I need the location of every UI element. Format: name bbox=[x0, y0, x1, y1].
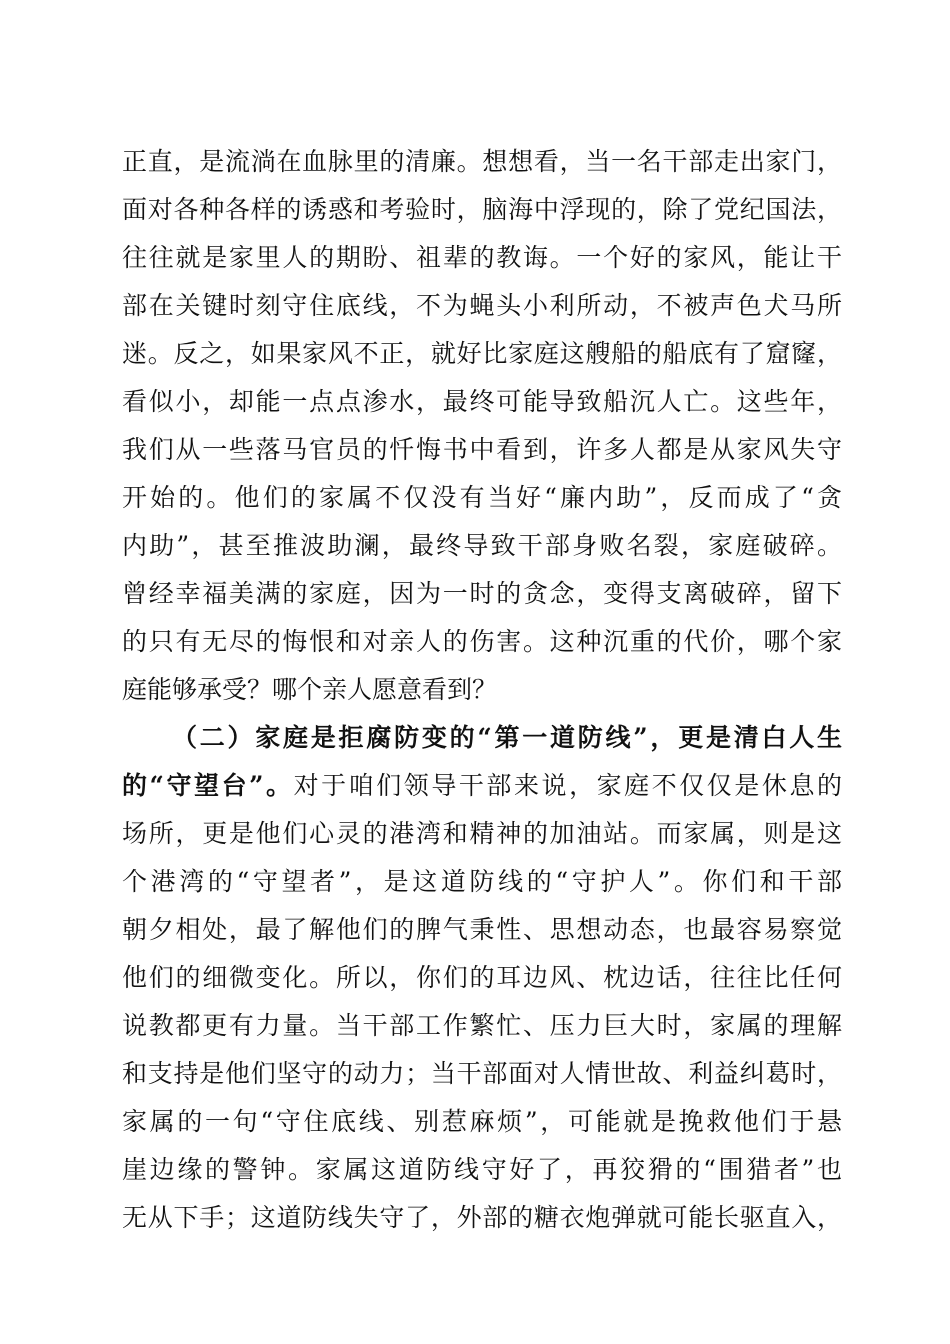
section-heading-tail: 的“守望台”。 bbox=[122, 771, 294, 800]
text-line: 场所，更是他们心灵的港湾和精神的加油站。而家属，则是这 bbox=[122, 819, 842, 848]
text-line: 往往就是家里人的期盼、祖辈的教诲。一个好的家风，能让干 bbox=[122, 243, 842, 272]
text-line: 个港湾的“守望者”，是这道防线的“守护人”。你们和干部 bbox=[122, 867, 842, 896]
mixed-line bbox=[122, 764, 842, 808]
text-line: 庭能够承受？哪个亲人愿意看到？ bbox=[122, 675, 498, 704]
text-line: 家属的一句“守住底线、别惹麻烦”，可能就是挽救他们于悬 bbox=[122, 1107, 842, 1136]
text-line: 看似小，却能一点点渗水，最终可能导致船沉人亡。这些年， bbox=[122, 387, 842, 416]
text-line: 说教都更有力量。当干部工作繁忙、压力巨大时，家属的理解 bbox=[122, 1011, 842, 1040]
text-line: 无从下手；这道防线失守了，外部的糖衣炮弹就可能长驱直入， bbox=[122, 1203, 842, 1232]
text-line: 我们从一些落马官员的忏悔书中看到，许多人都是从家风失守 bbox=[122, 435, 842, 464]
text-line: 的只有无尽的悔恨和对亲人的伤害。这种沉重的代价，哪个家 bbox=[122, 627, 842, 656]
text-line: 崖边缘的警钟。家属这道防线守好了，再狡猾的“围猎者”也 bbox=[122, 1155, 842, 1184]
text-line: 和支持是他们坚守的动力；当干部面对人情世故、利益纠葛时， bbox=[122, 1059, 842, 1088]
text-line: 开始的。他们的家属不仅没有当好“廉内助”，反而成了“贪 bbox=[122, 483, 842, 512]
text-line: 内助”，甚至推波助澜，最终导致干部身败名裂，家庭破碎。 bbox=[122, 531, 842, 560]
text-line: 他们的细微变化。所以，你们的耳边风、枕边话，往往比任何 bbox=[122, 963, 842, 992]
text-segment: 对于咱们领导干部来说，家庭不仅仅是休息的 bbox=[293, 771, 842, 800]
text-line: 曾经幸福美满的家庭，因为一时的贪念，变得支离破碎，留下 bbox=[122, 579, 842, 608]
section-heading: （二）家庭是拒腐防变的“第一道防线”，更是清白人生 bbox=[172, 723, 842, 752]
text-line: 面对各种各样的诱惑和考验时，脑海中浮现的，除了党纪国法， bbox=[122, 195, 842, 224]
text-line: 朝夕相处，最了解他们的脾气秉性、思想动态，也最容易察觉 bbox=[122, 915, 842, 944]
text-line: 正直，是流淌在血脉里的清廉。想想看，当一名干部走出家门， bbox=[122, 147, 842, 176]
text-line: 迷。反之，如果家风不正，就好比家庭这艘船的船底有了窟窿， bbox=[122, 339, 842, 368]
text-line: 部在关键时刻守住底线，不为蝇头小利所动，不被声色犬马所 bbox=[122, 291, 842, 320]
